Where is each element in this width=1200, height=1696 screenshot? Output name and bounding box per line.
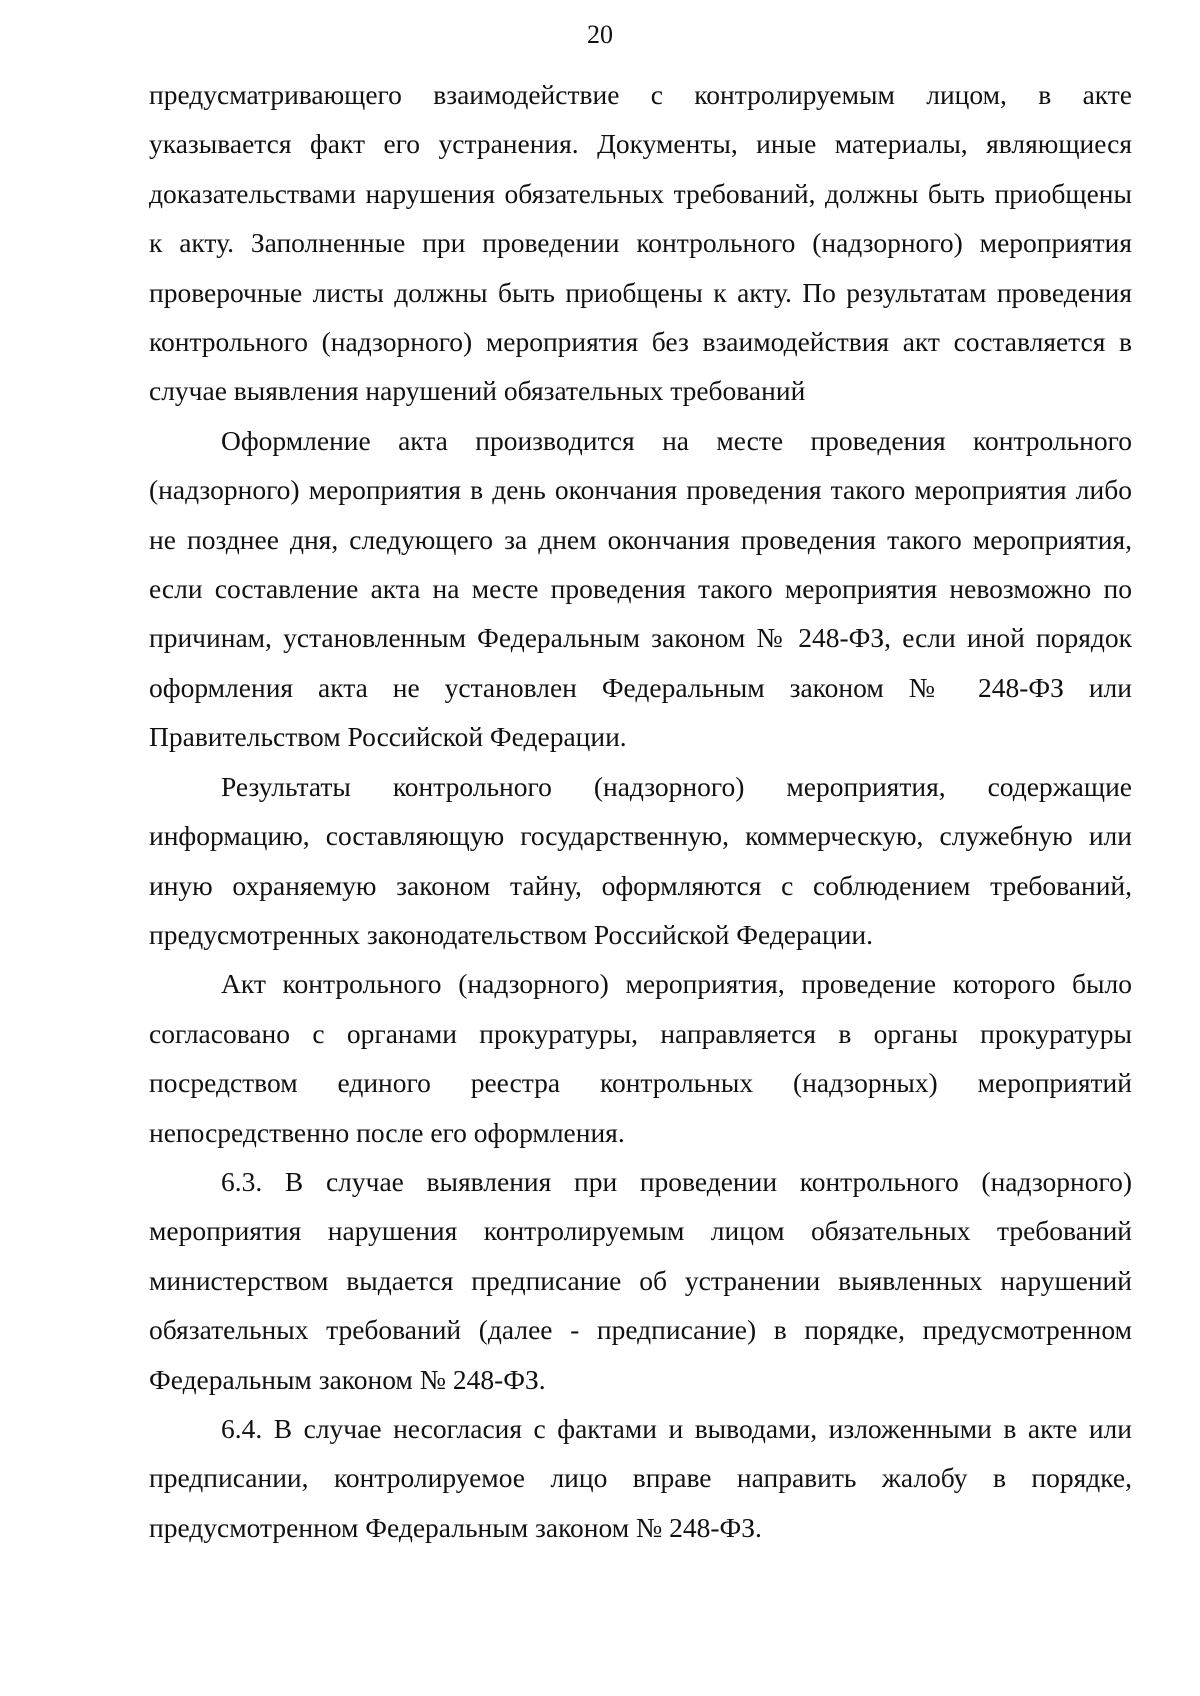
page-number: 20 (587, 20, 613, 49)
paragraph-prosecutor-act: Акт контрольного (надзорного) мероприятия, проведение которого было согласовано с органами прокуратуры, направляется в органы прокуратуры посредством единого реестра контрольных (надзорных) мероприятий непосредственно после его оформления. (149, 968, 1132, 1148)
paragraph-classified-results: Результаты контрольного (надзорного) мероприятия, содержащие информацию, составляющую государственную, коммерческую, служебную или иную охраняемую законом тайну, оформляются с соблюдением требований, предусмотренных законодательством Российской Федерации. (149, 770, 1132, 950)
paragraph-6-3-order: 6.3. В случае выявления при проведении контрольного (надзорного) мероприятия нарушения контролируемым лицом обязательных требований министерством выдается предписание об устранении выявленных нарушений обязательных требований (далее - предписание) в порядке, предусмотренном Федеральным законом № 248-ФЗ. (149, 1165, 1132, 1395)
paragraph-6-4-complaint: 6.4. В случае несогласия с фактами и выводами, изложенными в акте или предписании, контролируемое лицо вправе направить жалобу в порядке, предусмотренном Федеральным законом № 248-ФЗ. (149, 1412, 1132, 1543)
document-body (149, 70, 1132, 1552)
paragraph-continuation: предусматривающего взаимодействие с контролируемым лицом, в акте указывается факт его устранения. Документы, иные материалы, являющиеся доказательствами нарушения обязательных требований, должны быть приобщены к акту. Заполненные при проведении контрольного (надзорного) мероприятия проверочные листы должны быть приобщены к акту. По результатам проведения контрольного (надзорного) мероприятия без взаимодействия акт составляется в случае выявления нарушений обязательных требований (149, 79, 1132, 407)
paragraph-act-drafting: Оформление акта производится на месте проведения контрольного (надзорного) мероприятия в день окончания проведения такого мероприятия либо не позднее дня, следующего за днем окончания проведения такого мероприятия, если составление акта на месте проведения такого мероприятия невозможно по причинам, установленным Федеральным законом № 248-ФЗ, если иной порядок оформления акта не установлен Федеральным законом № 248-ФЗ или Правительством Российской Федерации. (149, 424, 1132, 753)
